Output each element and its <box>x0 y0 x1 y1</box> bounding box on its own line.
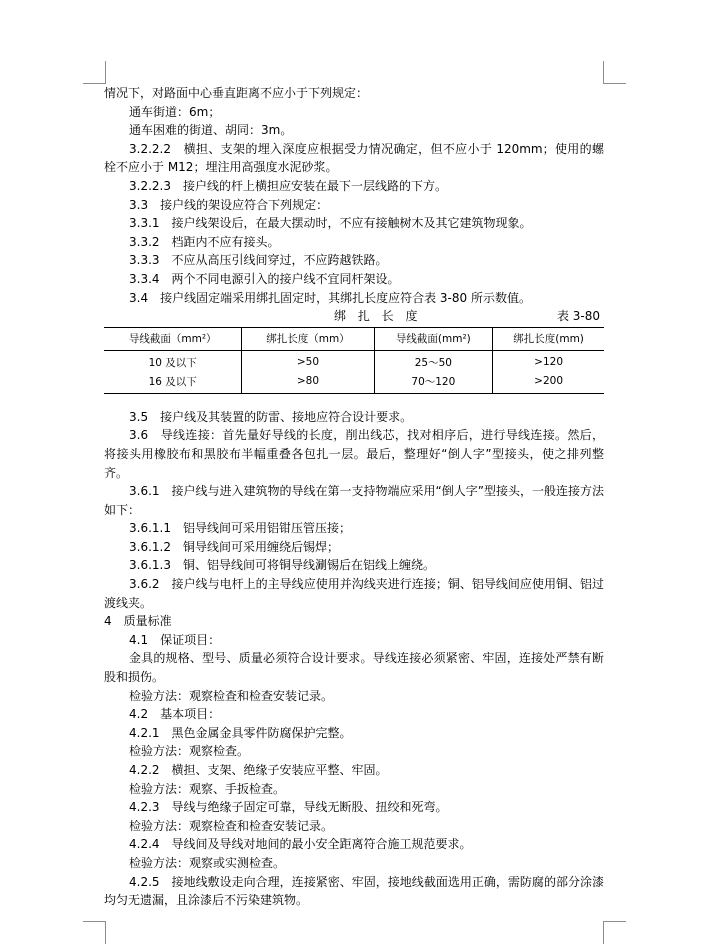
table-row <box>104 372 604 394</box>
table-cell: 10 及以下 <box>148 356 197 369</box>
paragraph: 3.2.2.3 接户线的杆上横担应安装在最下一层线路的下方。 <box>129 178 447 193</box>
crop-mark-top-left <box>83 61 106 84</box>
table-cell: >50 <box>242 350 374 372</box>
paragraph: 3.6.1 接户线与进入建筑物的导线在第一支持物端应采用“倒人字”型接头，一般连接方法如下： <box>104 484 604 517</box>
table-caption <box>104 307 604 326</box>
table-cell: 25～50 <box>374 350 493 372</box>
column-header: 导线截面（mm²） <box>104 327 242 350</box>
paragraph: 4.2.4 导线间及导线对地间的最小安全距离符合施工规范要求。 <box>129 837 472 852</box>
paragraph: 3.6.2 接户线与电杆上的主导线应使用并沟线夹进行连接；铜、铝导线间应使用铜、铝过渡线夹。 <box>104 577 604 610</box>
paragraph: 4.2.2 横担、支架、绝缘子安装应平整、牢固。 <box>129 763 388 777</box>
paragraph: 4.2.3 导线与绝缘子固定可靠，导线无断股、扭绞和死弯。 <box>129 800 448 815</box>
crop-mark-top-right <box>603 61 626 84</box>
section-heading: 4 质量标准 <box>104 614 172 629</box>
table-row <box>104 350 604 372</box>
paragraph: 通车街道：6m； <box>129 104 221 119</box>
paragraph: 3.5 接户线及其装置的防雷、接地应符合设计要求。 <box>129 409 413 424</box>
paragraph: 3.2.2.2 横担、支架的埋入深度应根据受力情况确定，但不应小于 120mm；使用的螺栓不应小于 M12；埋注用高强度水泥砂浆。 <box>104 141 604 175</box>
paragraph: 3.6 导线连接：首先量好导线的长度，削出线芯，找对相序后，进行导线连接。然后，将接头用橡胶布和黑胶布半幅重叠各包扎一层。最后，整理好“倒人字”型接头，使之排列整齐。 <box>104 428 604 480</box>
paragraph: 情况下，对路面中心垂直距离不应小于下列规定： <box>104 86 369 100</box>
section-heading: 4.1 保证项目： <box>129 632 221 647</box>
document-body <box>104 84 604 910</box>
paragraph: 3.3.3 不应从高压引线间穿过，不应跨越铁路。 <box>129 253 388 268</box>
table-cell: >80 <box>242 372 374 394</box>
paragraph: 3.3.4 两个不同电源引入的接户线不宜同杆架设。 <box>129 271 400 286</box>
crop-mark-bottom-right <box>603 921 626 944</box>
paragraph: 检验方法：观察检查。 <box>129 744 250 759</box>
crop-mark-bottom-left <box>83 921 106 944</box>
table-cell: 16 及以下 <box>104 372 242 394</box>
paragraph: 3.6.1.1 铝导线间可采用铝钳压管压接； <box>129 521 351 536</box>
paragraph: 金具的规格、型号、质量必须符合设计要求。导线连接必须紧密、牢固，连接处严禁有断股和损伤。 <box>104 651 604 685</box>
column-header: 绑扎长度（mm） <box>242 327 374 350</box>
paragraph: 3.3.2 档距内不应有接头。 <box>129 234 280 249</box>
paragraph: 3.6.1.2 铜导线间可采用缠绕后锡焊； <box>129 539 339 554</box>
paragraph: 检验方法：观察、手扳检查。 <box>129 781 286 796</box>
binding-length-table <box>104 327 604 394</box>
paragraph: 3.3.1 接户线架设后，在最大摆动时，不应有接触树木及其它建筑物现象。 <box>129 216 532 231</box>
paragraph: 检验方法：观察检查和检查安装记录。 <box>129 818 334 833</box>
table-cell: >200 <box>493 372 604 394</box>
column-header: 绑扎长度(mm) <box>493 327 604 350</box>
column-header: 导线截面(mm²) <box>374 327 493 350</box>
table-header-row <box>104 327 604 350</box>
paragraph: 检验方法：观察或实测检查。 <box>129 855 286 870</box>
paragraph: 检验方法：观察检查和检查安装记录。 <box>129 688 334 703</box>
table-cell: 70～120 <box>374 372 493 394</box>
section-heading: 4.2 基本项目： <box>129 707 221 722</box>
paragraph: 4.2.5 接地线敷设走向合理，连接紧密、牢固，接地线截面选用正确，需防腐的部分涂漆均匀无遗漏，且涂漆后不污染建筑物。 <box>104 874 604 908</box>
table-title: 绑 扎 长 度 <box>334 309 422 324</box>
paragraph: 通车困难的街道、胡同：3m。 <box>129 123 293 138</box>
paragraph: 3.4 接户线固定端采用绑扎固定时，其绑扎长度应符合表 3-80 所示数值。 <box>129 290 531 305</box>
section-heading: 3.3 接户线的架设应符合下列规定： <box>129 197 329 212</box>
table-cell: >120 <box>493 350 604 372</box>
table-number: 表 3-80 <box>556 309 600 324</box>
paragraph: 3.6.1.3 铜、铝导线间可将铜导线涮锡后在铝线上缠绕。 <box>129 558 435 573</box>
paragraph: 4.2.1 黑色金属金具零件防腐保护完整。 <box>129 725 352 740</box>
